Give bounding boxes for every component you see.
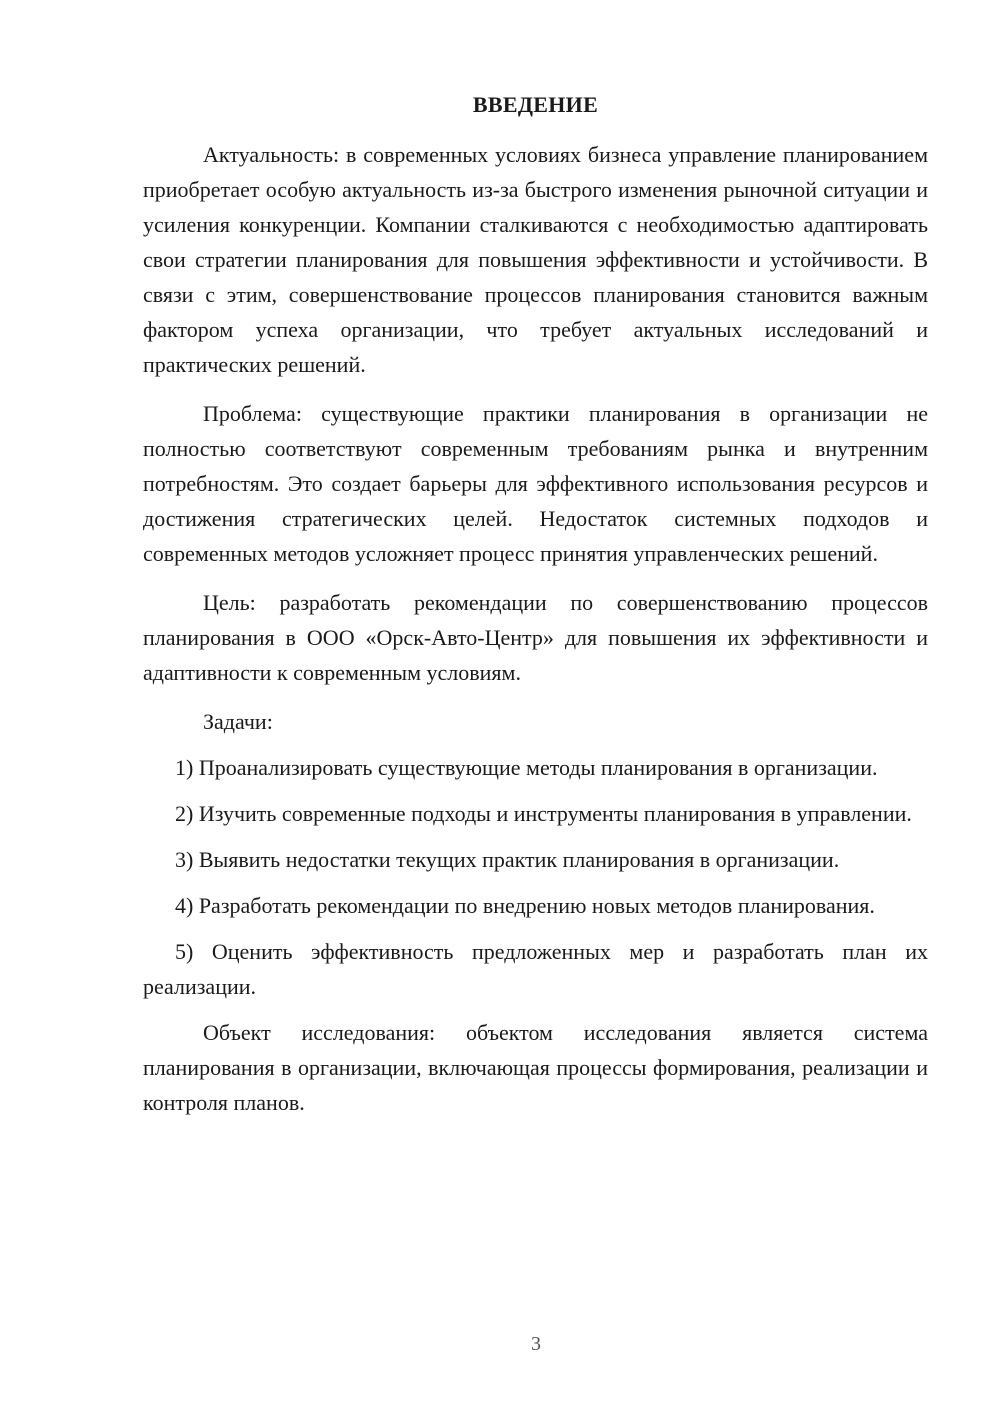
tasks-heading: Задачи: xyxy=(203,708,273,734)
paragraph-goal: Цель: разработать рекомендации по совершенствованию процессов планирования в ООО «Орск-Авто-Центр» для повышения их эффективности и адаптивности к современным условиям. xyxy=(143,589,928,685)
paragraph-object: Объект исследования: объектом исследования является система планирования в организации, включающая процессы формирования, реализации и контроля планов. xyxy=(143,1019,928,1115)
task-item-1: 1) Проанализировать существующие методы планирования в организации. xyxy=(175,754,878,780)
task-item-2: 2) Изучить современные подходы и инструменты планирования в управлении. xyxy=(175,800,912,826)
paragraph-problem: Проблема: существующие практики планирования в организации не полностью соответствуют современным требованиям рынка и внутренним потребностям. Это создает барьеры для эффективного использования ресурсов и достижения стратегических целей. Недостаток системных подходов и современных методов усложняет процесс принятия управленческих решений. xyxy=(143,400,928,566)
paragraph-relevance: Актуальность: в современных условиях бизнеса управление планированием приобретает особую актуальность из-за быстрого изменения рыночной ситуации и усиления конкуренции. Компании сталкиваются с необходимостью адаптировать свои стратегии планирования для повышения эффективности и устойчивости. В связи с этим, совершенствование процессов планирования становится важным фактором успеха организации, что требует актуальных исследований и практических решений. xyxy=(143,141,928,377)
task-item-3: 3) Выявить недостатки текущих практик планирования в организации. xyxy=(175,846,840,872)
page-content xyxy=(143,90,928,1134)
task-item-5: 5) Оценить эффективность предложенных мер и разработать план их реализации. xyxy=(143,938,928,999)
page-title: ВВЕДЕНИЕ xyxy=(472,92,599,117)
page-number: 3 xyxy=(531,1333,541,1355)
task-item-4: 4) Разработать рекомендации по внедрению новых методов планирования. xyxy=(175,892,875,918)
